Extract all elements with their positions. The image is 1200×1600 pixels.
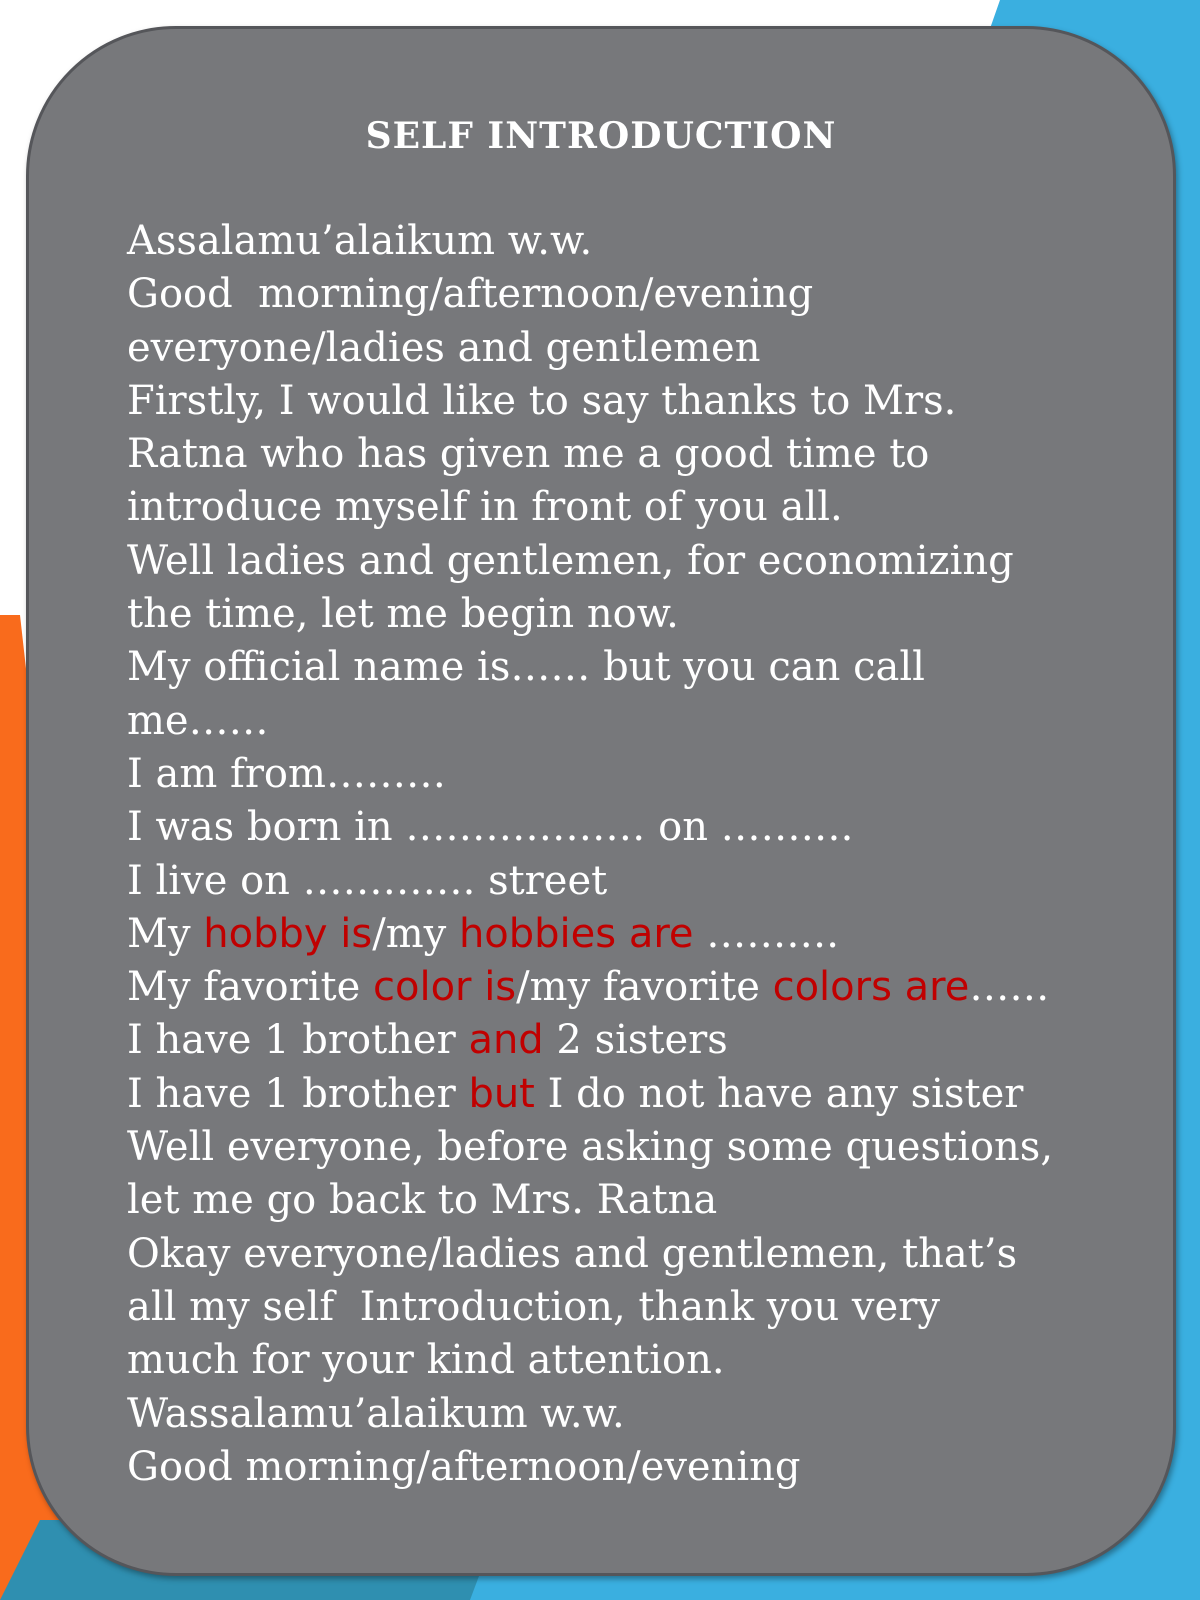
color-line-part: My favorite (127, 964, 373, 1011)
highlight-colors-are: colors are (772, 964, 970, 1011)
color-line-part: …… (969, 964, 1050, 1011)
color-line-part: /my favorite (516, 964, 773, 1011)
hobby-line-part: /my (372, 910, 459, 957)
siblings-line-part: I have 1 brother (127, 1017, 469, 1064)
text-line: introduce myself in front of you all. (127, 484, 843, 531)
text-line: Good morning/afternoon/evening (127, 1443, 801, 1490)
highlight-hobbies-are: hobbies are (458, 910, 694, 957)
text-line: me…… (127, 697, 269, 744)
highlight-and: and (468, 1017, 544, 1064)
text-line: all my self Introduction, thank you very (127, 1283, 940, 1330)
text-line: the time, let me begin now. (127, 591, 679, 638)
hobby-line (127, 908, 1127, 961)
highlight-hobby-is: hobby is (203, 910, 373, 957)
text-line: Ratna who has given me a good time to (127, 431, 930, 478)
text-line: Well everyone, before asking some questions, (127, 1124, 1054, 1171)
siblings-and-line (127, 1014, 1127, 1067)
text-line: I am from……… (127, 750, 446, 797)
text-line: Wassalamu’alaikum w.w. (127, 1390, 625, 1437)
text-line: Good morning/afternoon/evening (127, 271, 814, 318)
highlight-but: but (468, 1070, 535, 1117)
text-line: I live on …………. street (127, 857, 608, 904)
highlight-color-is: color is (372, 964, 517, 1011)
content-card (26, 26, 1176, 1576)
text-line: Firstly, I would like to say thanks to Mrs. (127, 377, 957, 424)
text-line: Assalamu’alaikum w.w. (127, 218, 593, 264)
intro-text (127, 215, 1127, 1494)
color-line (127, 961, 1127, 1014)
text-line: My official name is…… but you can call (127, 644, 925, 691)
siblings-but-line (127, 1068, 1127, 1121)
siblings-line-part: I have 1 brother (127, 1070, 469, 1117)
page-title: SELF INTRODUCTION (365, 115, 837, 157)
siblings-line-part: I do not have any sister (534, 1070, 1024, 1117)
text-line: let me go back to Mrs. Ratna (127, 1177, 718, 1224)
text-line: much for your kind attention. (127, 1337, 725, 1384)
text-line: Okay everyone/ladies and gentlemen, that’s (127, 1230, 1018, 1277)
hobby-line-part: My (127, 910, 204, 957)
siblings-line-part: 2 sisters (543, 1017, 728, 1064)
text-line: Well ladies and gentlemen, for economizing (127, 537, 1014, 584)
text-line: everyone/ladies and gentlemen (127, 324, 761, 371)
hobby-line-part: ………. (693, 910, 839, 957)
text-line: I was born in ……………… on ………. (127, 804, 854, 851)
